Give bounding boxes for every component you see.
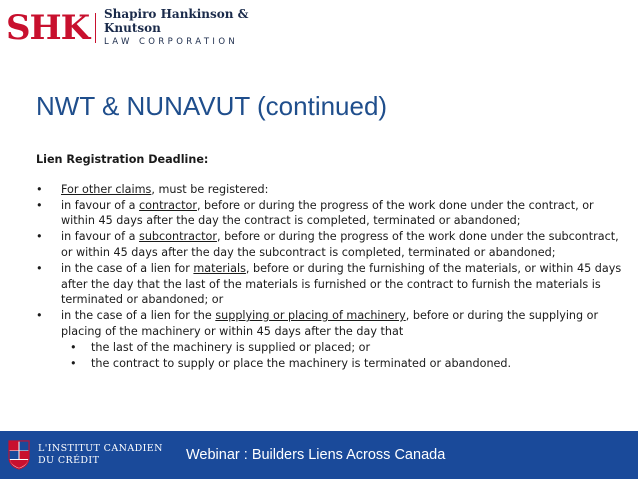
institute-name-line2: DU CRÉDIT — [38, 455, 100, 466]
bullet-text: , before or during the furnishing of the materials, or within 45 days after the day that the last of the materials is furnished or the contract to furnish the materials is terminated or abandoned; or — [61, 261, 622, 307]
sub-bullet-list — [61, 340, 626, 372]
bullet-text: , before or during the supplying or placing of the machinery or within 45 days after the day that — [61, 309, 599, 338]
bullet-text: in favour of a — [61, 230, 140, 244]
institute-logo — [0, 431, 185, 479]
institute-name-line1: L'INSTITUT CANADIEN — [38, 443, 163, 455]
bullet-machinery — [36, 308, 626, 371]
bullet-other-claims — [36, 182, 626, 198]
term-other-claims: For other claims — [61, 182, 152, 196]
logo-mark: SHK — [6, 8, 90, 48]
bullet-subcontractor — [36, 229, 626, 261]
term-contractor: contractor — [139, 198, 197, 212]
footer-bar — [0, 431, 638, 479]
logo-text — [104, 7, 256, 50]
slide-title: NWT & NUNAVUT (continued) — [36, 91, 388, 121]
bullet-text: in the case of a lien for — [61, 261, 194, 275]
institute-name — [38, 443, 163, 467]
shield-icon — [8, 440, 30, 470]
sub-bullet-terminated: • the contract to supply or place the machinery is terminated or abandoned. — [61, 356, 626, 372]
bullet-contractor — [36, 198, 626, 230]
bullet-text: in favour of a — [61, 198, 140, 212]
term-machinery: supplying or placing of machinery — [215, 309, 406, 323]
firm-logo — [0, 6, 256, 50]
slide-body — [36, 152, 626, 371]
webinar-title: Webinar : Builders Liens Across Canada — [186, 447, 446, 463]
firm-name: Shapiro Hankinson & Knutson — [103, 6, 249, 36]
logo-divider — [95, 13, 96, 43]
section-heading: Lien Registration Deadline: — [36, 153, 209, 166]
bullet-text: , must be registered: — [151, 182, 269, 196]
bullet-text: , before or during the progress of the work done under the subcontract, or within 45 days after the day the subcontract is completed, terminated or abandoned; — [61, 230, 619, 259]
bullet-list — [36, 182, 626, 372]
bullet-materials — [36, 261, 626, 308]
term-subcontractor: subcontractor — [139, 230, 217, 244]
sub-bullet-supplied: • the last of the machinery is supplied or placed; or — [61, 340, 626, 356]
bullet-text: , before or during the progress of the work done under the contract, or within 45 days after the day the contract is completed, terminated or abandoned; — [61, 198, 594, 228]
firm-subtitle: LAW CORPORATION — [103, 37, 239, 48]
bullet-text: in the case of a lien for the — [61, 309, 216, 323]
term-materials: materials — [193, 261, 246, 275]
